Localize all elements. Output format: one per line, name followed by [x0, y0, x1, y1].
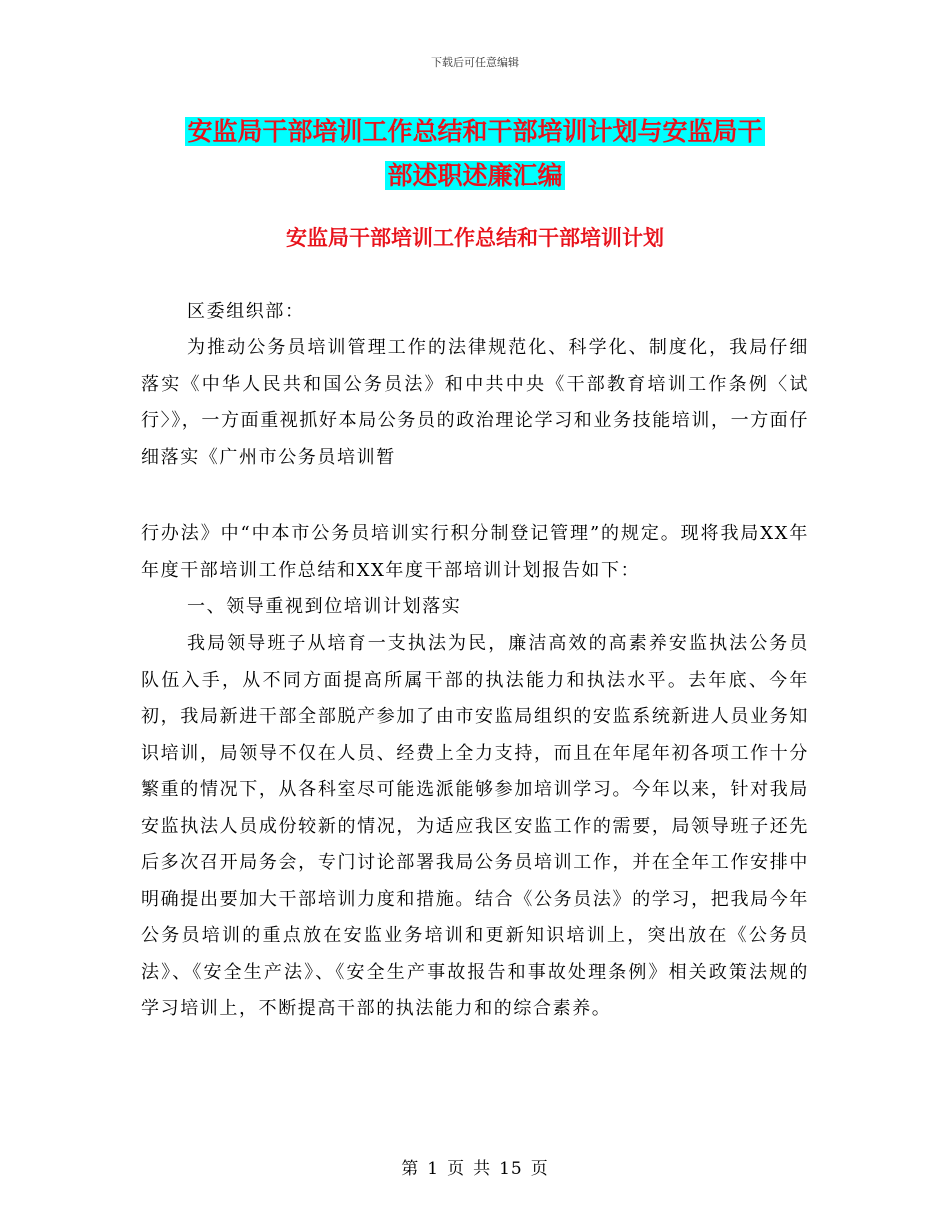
footer-suffix: 页: [530, 1159, 549, 1179]
title-line-2: 部述职述廉汇编: [387, 161, 563, 190]
section-heading-1: 一、领导重视到位培训计划落实: [187, 596, 462, 617]
paragraph-1: 为推动公务员培训管理工作的法律规范化、科学化、制度化，我局仔细落实《中华人民共和国公务员法》和中共中央《干部教育培训工作条例〈试行〉》，一方面重视抓好本局公务员的政治理论学习和业务技能培训，一方面仔细落实《广州市公务员培训暂: [141, 337, 809, 468]
page-footer: [0, 1154, 950, 1179]
document-title: [120, 110, 830, 198]
footer-mid1: 页: [447, 1159, 466, 1179]
footer-page-current: 1: [427, 1159, 440, 1179]
footer-prefix: 第: [401, 1159, 420, 1179]
footer-mid2: 共: [473, 1159, 492, 1179]
salutation: 区委组织部：: [187, 301, 305, 322]
document-subtitle: 安监局干部培训工作总结和干部培训计划: [286, 226, 664, 250]
header-note: 下载后可任意编辑: [431, 56, 519, 69]
paragraph-2: 行办法》中“中本市公务员培训实行积分制登记管理”的规定。现将我局XX年年度干部培训工作总结和XX年度干部培训计划报告如下：: [141, 523, 809, 581]
footer-page-total: 15: [499, 1159, 523, 1179]
paragraph-3: 我局领导班子从培育一支执法为民，廉洁高效的高素养安监执法公务员队伍入手，从不同方面提高所属干部的执法能力和执法水平。去年底、今年初，我局新进干部全部脱产参加了由市安监局组织的安监系统新进人员业务知识培训，局领导不仅在人员、经费上全力支持，而且在年尾年初各项工作十分繁重的情况下，从各科室尽可能选派能够参加培训学习。今年以来，针对我局安监执法人员成份较新的情况，为适应我区安监工作的需要，局领导班子还先后多次召开局务会，专门讨论部署我局公务员培训工作，并在全年工作安排中明确提出要加大干部培训力度和措施。结合《公务员法》的学习，把我局今年公务员培训的重点放在安监业务培训和更新知识培训上，突出放在《公务员法》、《安全生产法》、《安全生产事故报告和事故处理条例》相关政策法规的学习培训上，不断提高干部的执法能力和的综合素养。: [141, 633, 809, 1019]
title-line-1: 安监局干部培训工作总结和干部培训计划与安监局干: [187, 117, 763, 146]
